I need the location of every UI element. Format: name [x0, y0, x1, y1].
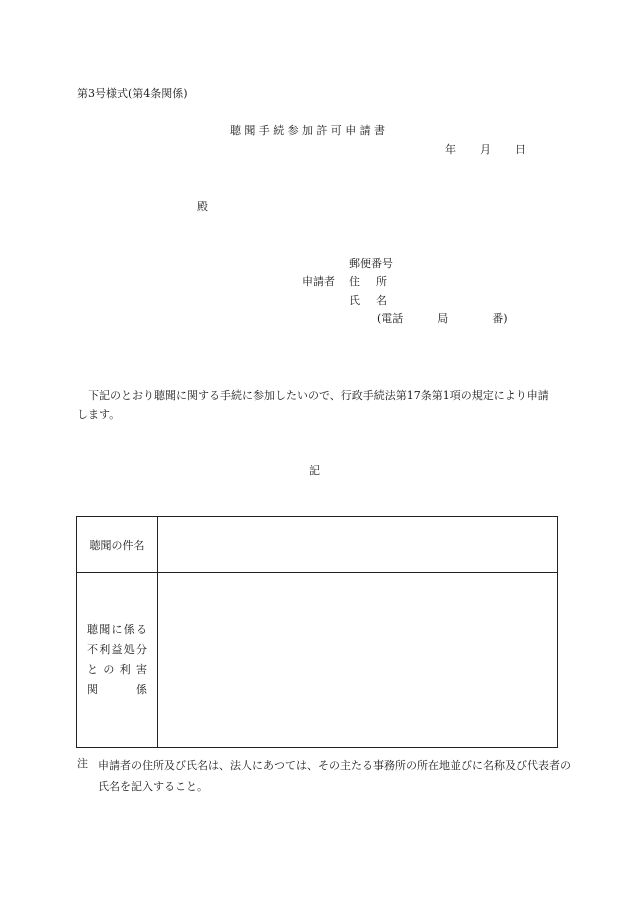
phone-open-label: (電話: [377, 312, 404, 325]
document-title: 聴聞手続参加許可申請書: [230, 124, 389, 137]
date-day-label: 日: [515, 143, 526, 156]
interest-label-line: との利害: [87, 663, 147, 676]
interest-row: [77, 573, 558, 748]
postal-code-label: 郵便番号: [349, 257, 393, 270]
date-month-label: 月: [480, 143, 491, 156]
interest-input-cell[interactable]: [158, 573, 558, 748]
subject-label: 聴聞の件名: [89, 538, 145, 552]
interest-label-line: 聴聞に係る: [87, 623, 147, 636]
subject-label-cell: [77, 517, 158, 573]
phone-close-label: 番): [492, 312, 508, 325]
details-table: [76, 516, 558, 748]
subject-row: [77, 517, 558, 573]
applicant-label: 申請者: [302, 275, 335, 288]
ki-heading: 記: [309, 464, 320, 477]
note-text: 申請者の住所及び氏名は、法人にあつては、その主たる事務所の所在地並びに名称及び代表者の氏名を記入すること。: [98, 759, 571, 793]
interest-label-line: 関係: [87, 683, 147, 696]
address-label: 住所: [349, 275, 403, 288]
note-marker: 注: [77, 757, 88, 770]
interest-label-line: 不利益処分: [87, 643, 147, 656]
phone-area-label: 局: [437, 312, 449, 325]
form-number: 第3号様式(第4条関係): [77, 87, 188, 100]
addressee-honorific: 殿: [197, 200, 208, 213]
interest-label-cell: [77, 573, 158, 748]
interest-label: [87, 620, 147, 700]
application-statement: 下記のとおり聴聞に関する手続に参加したいので、行政手続法第17条第1項の規定により申請します。: [77, 389, 549, 421]
subject-input-cell[interactable]: [158, 517, 558, 573]
name-label: 氏名: [349, 294, 403, 307]
date-year-label: 年: [445, 143, 456, 156]
phone-line: [377, 310, 508, 326]
